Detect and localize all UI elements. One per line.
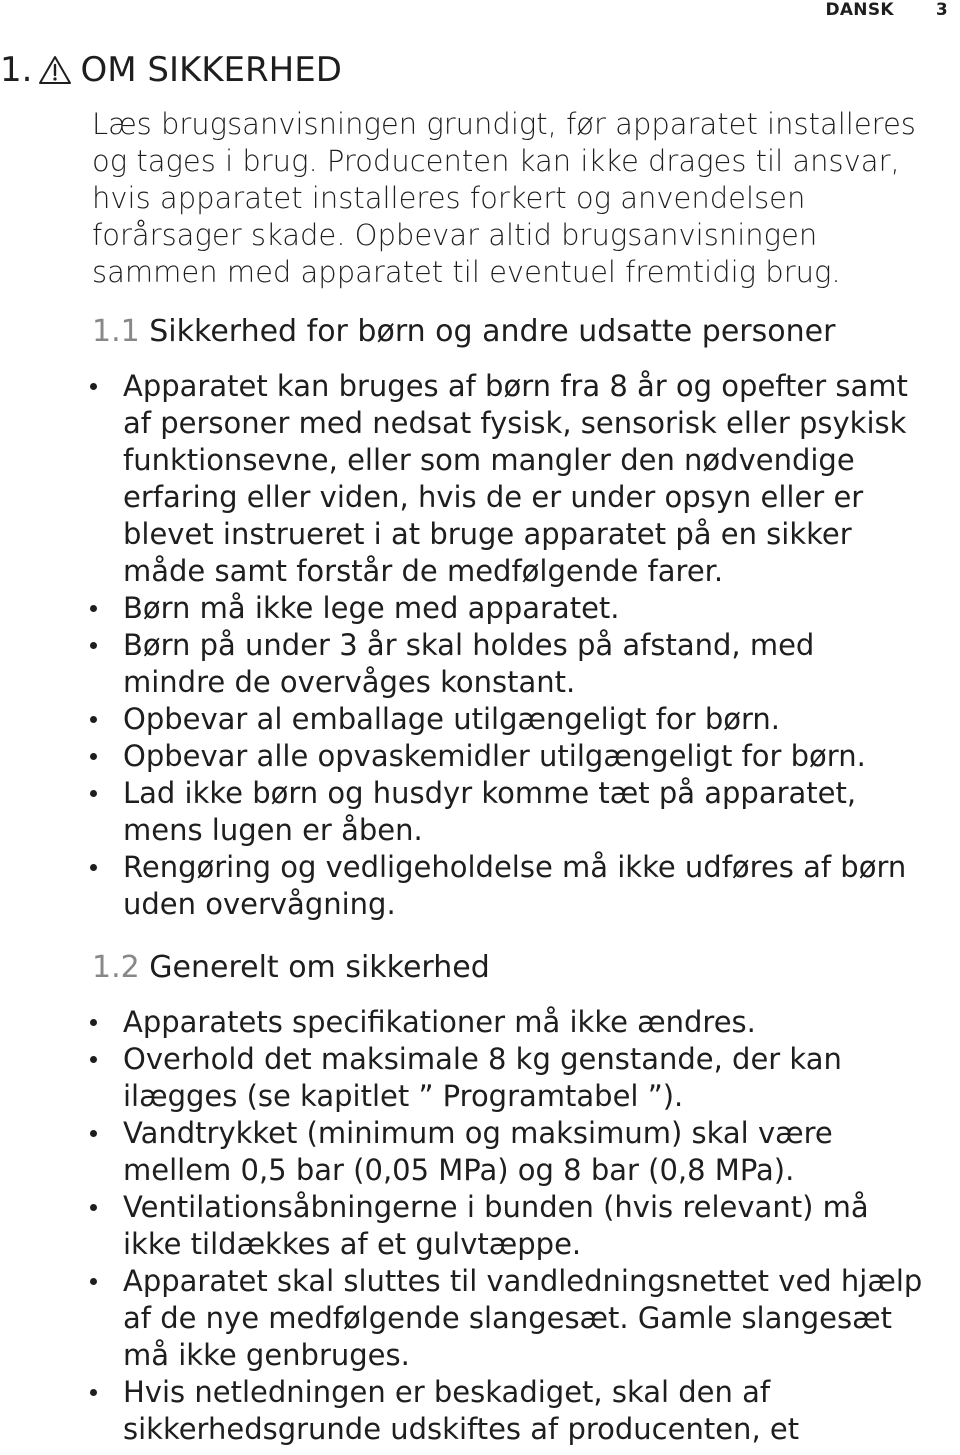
list-item-text: Opbevar alle opvaskemidler utilgængeligt for børn.: [123, 739, 866, 773]
bullet-dot: [90, 1130, 97, 1137]
subsection-heading: [92, 314, 835, 349]
list-item-text: erfaring eller viden, hvis de er under opsyn eller er: [123, 480, 864, 514]
bullet-dot: [90, 383, 97, 390]
bullet-dot: [90, 716, 97, 723]
page-number: 3: [935, 0, 948, 20]
list-item-text: Ventilationsåbningerne i bunden (hvis relevant) må: [123, 1190, 869, 1224]
list-item: [0, 627, 960, 701]
bullet-list: [0, 368, 960, 923]
list-item-text: Børn må ikke lege med apparatet.: [123, 591, 620, 625]
list-item-text: mindre de overvåges konstant.: [123, 665, 576, 699]
bullet-dot: [90, 753, 97, 760]
section-title: OM SIKKERHED: [80, 50, 342, 90]
bullet-dot: [90, 1019, 97, 1026]
list-item-text: Overhold det maksimale 8 kg genstande, der kan: [123, 1042, 842, 1076]
list-item: [0, 1115, 960, 1189]
subsection-number: 1.2: [92, 950, 140, 985]
intro-line: forårsager skade. Opbevar altid brugsanvisningen: [92, 218, 818, 252]
bullet-dot: [90, 1204, 97, 1211]
list-item: [0, 1041, 960, 1115]
list-item: [0, 590, 960, 627]
list-item-text: Lad ikke børn og husdyr komme tæt på apparatet,: [123, 776, 857, 810]
list-item-text: måde samt forstår de medfølgende farer.: [123, 554, 724, 588]
list-item-text: må ikke genbruges.: [123, 1338, 410, 1372]
language-label: DANSK: [825, 0, 894, 20]
intro-paragraph: [92, 106, 958, 291]
page-header: [825, 0, 948, 20]
list-item: [0, 1263, 960, 1374]
bullet-dot: [90, 605, 97, 612]
section-heading: [0, 50, 342, 90]
list-item-text: Rengøring og vedligeholdelse må ikke udføres af børn: [123, 850, 907, 884]
list-item-text: Opbevar al emballage utilgængeligt for børn.: [123, 702, 780, 736]
list-item: [0, 1004, 960, 1041]
subsection-title: Sikkerhed for børn og andre udsatte personer: [149, 314, 836, 349]
bullet-dot: [90, 1056, 97, 1063]
bullet-dot: [90, 790, 97, 797]
subsection-title: Generelt om sikkerhed: [149, 950, 490, 985]
list-item: [0, 1189, 960, 1263]
bullet-list: [0, 1004, 960, 1448]
list-item-text: Hvis netledningen er beskadiget, skal den af: [123, 1375, 771, 1409]
list-item: [0, 775, 960, 849]
list-item-text: ikke tildækkes af et gulvtæppe.: [123, 1227, 582, 1261]
list-item-text: blevet instrueret i at bruge apparatet på en sikker: [123, 517, 852, 551]
list-item-text: af de nye medfølgende slangesæt. Gamle slangesæt: [123, 1301, 892, 1335]
list-item: [0, 1374, 960, 1448]
intro-line: og tages i brug. Producenten kan ikke drages til ansvar,: [92, 144, 900, 178]
bullet-dot: [90, 1278, 97, 1285]
list-item-text: Børn på under 3 år skal holdes på afstand, med: [123, 628, 815, 662]
bullet-dot: [90, 1389, 97, 1396]
intro-line: sammen med apparatet til eventuel fremtidig brug.: [92, 255, 841, 289]
list-item-text: Apparatet kan bruges af børn fra 8 år og opefter samt: [123, 369, 908, 403]
list-item: [0, 701, 960, 738]
list-item-text: sikkerhedsgrunde udskiftes af producenten, et: [123, 1412, 800, 1446]
subsection-heading: [92, 950, 490, 985]
list-item-text: ilægges (se kapitlet ” Programtabel ”).: [123, 1079, 684, 1113]
list-item: [0, 849, 960, 923]
list-item: [0, 368, 960, 590]
subsection-number: 1.1: [92, 314, 140, 349]
list-item-text: uden overvågning.: [123, 887, 396, 921]
list-item-text: af personer med nedsat fysisk, sensorisk eller psykisk: [123, 406, 907, 440]
intro-line: Læs brugsanvisningen grundigt, før apparatet installeres: [92, 107, 916, 141]
list-item-text: mellem 0,5 bar (0,05 MPa) og 8 bar (0,8 MPa).: [123, 1153, 795, 1187]
warning-triangle-icon: [38, 55, 72, 85]
list-item: [0, 738, 960, 775]
list-item-text: funktionsevne, eller som mangler den nødvendige: [123, 443, 855, 477]
bullet-dot: [90, 642, 97, 649]
list-item-text: Vandtrykket (minimum og maksimum) skal være: [123, 1116, 833, 1150]
section-number: 1.: [0, 50, 33, 90]
list-item-text: Apparatet skal sluttes til vandledningsnettet ved hjælp: [123, 1264, 923, 1298]
list-item-text: mens lugen er åben.: [123, 813, 423, 847]
list-item-text: Apparatets specifikationer må ikke ændres.: [123, 1005, 756, 1039]
intro-line: hvis apparatet installeres forkert og anvendelsen: [92, 181, 806, 215]
bullet-dot: [90, 864, 97, 871]
